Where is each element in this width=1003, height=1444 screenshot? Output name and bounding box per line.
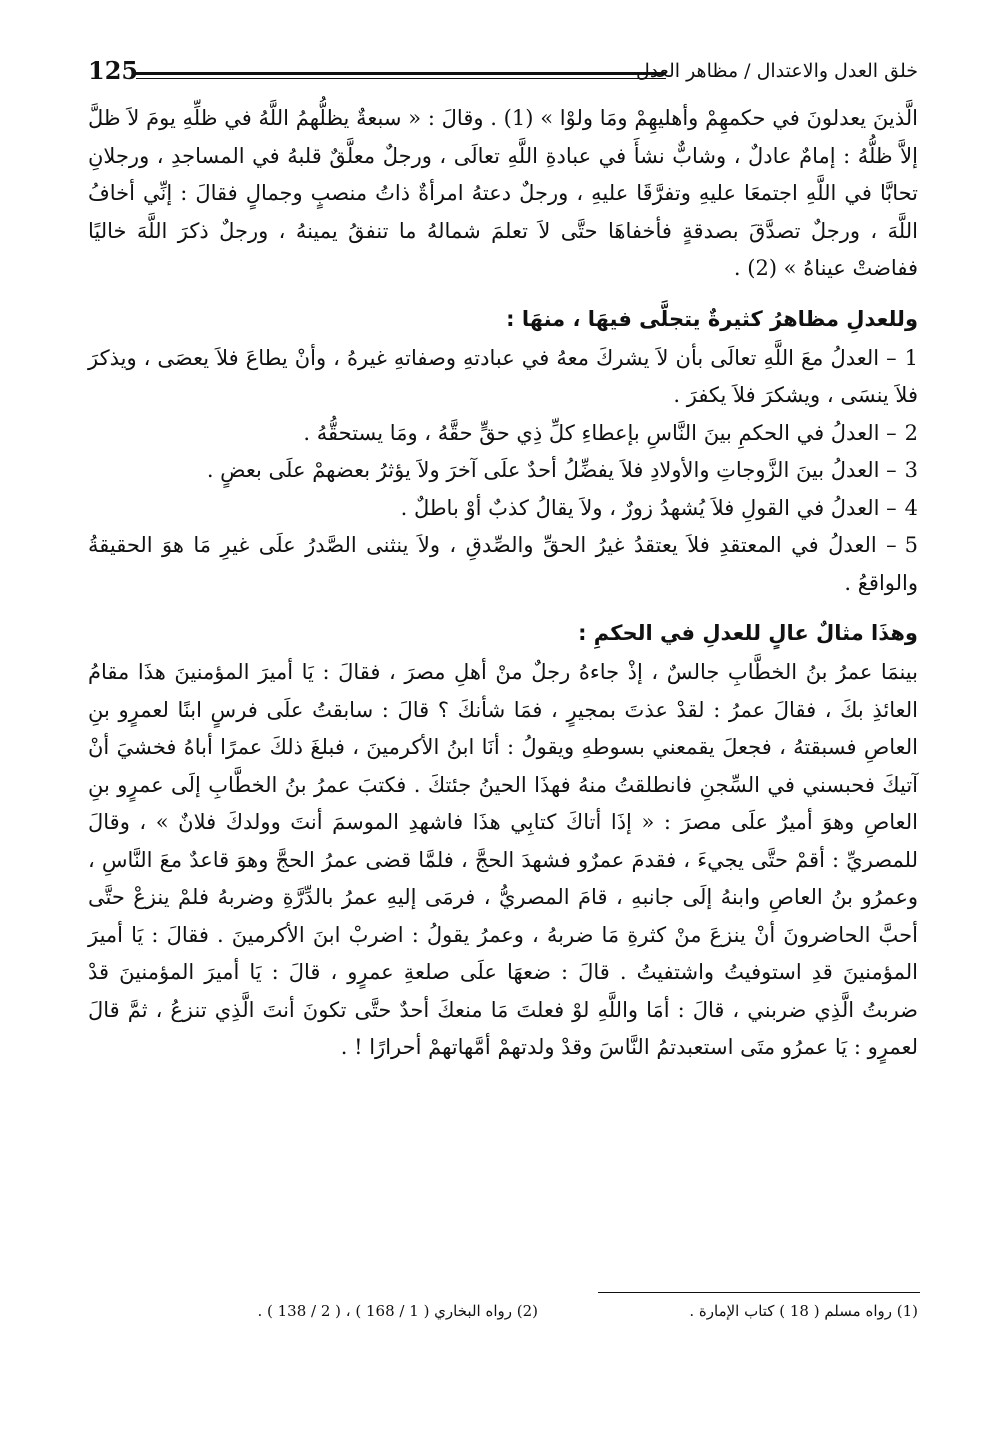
story-paragraph: بينمَا عمرُ بنُ الخطَّابِ جالسٌ ، إذْ جاءهُ رجلٌ منْ أهلِ مصرَ ، فقالَ : يَا أميرَ المؤمنينَ هذَا مقامُ العائذِ بكَ ، فقالَ عمرُ : لقدْ عذتَ بمجيرٍ ، فمَا شأنكَ ؟ قالَ : سابقتُ علَى فرسٍ ابنًا لعمرٍو بنِ العاصِ فسبقتهُ ، فجعلَ يقمعني بسوطهِ ويقولُ : أنَا ابنُ الأكرمينَ ، فبلغَ ذلكَ عمرًا أباهُ فخشيَ أنْ آتيكَ فحبسني في السِّجنِ فانطلقتُ منهُ فهذَا الحينُ جئتكَ . فكتبَ عمرُ بنُ الخطَّابِ إلَى عمرٍو بنِ العاصِ وهوَ أميرٌ علَى مصرَ : « إذَا أتاكَ كتابِي هذَا فاشهدِ الموسمَ أنتَ وولدكَ فلانٌ » ، وقالَ للمصريِّ : أقمْ حتَّى يجيءَ ، فقدمَ عمرٌو فشهدَ الحجَّ ، فلمَّا قضى عمرُ الحجَّ وهوَ قاعدٌ معَ النَّاسِ ، وعمرُو بنُ العاصِ وابنهُ إلَى جانبهِ ، قامَ المصريُّ ، فرمَى إليهِ عمرُ بالدِّرَّةِ وضربهُ فلمْ ينزعْ حتَّى أحبَّ الحاضرونَ أنْ ينزعَ منْ كثرةِ مَا ضربهُ ، وعمرُ يقولُ : اضربْ ابنَ الأكرمينَ . فقالَ : يَا أميرَ المؤمنينَ قدِ استوفيتُ واشتفيتُ . قالَ : ضعهَا علَى صلعةِ عمرٍو ، قالَ : يَا أميرَ المؤمنينَ قدْ ضربتُ الَّذِي ضربني ، قالَ : أمَا واللَّهِ لوْ فعلتَ مَا منعكَ أحدٌ حتَّى تكونَ أنتَ الَّذِي تنزعُ ، ثمَّ قالَ لعمرٍو : يَا عمرُو متَى استعبدتمُ النَّاسَ وقدْ ولدتهمْ أمَّهاتهمْ أحرارًا ! . [88,660,918,1059]
footnote-rule [598,1292,920,1293]
list-item [88,527,918,602]
footnote-2: (2) رواه البخاري ( 1 / 168 ) ، ( 2 / 138 ) . [257,1302,538,1320]
footnotes [88,1302,918,1332]
list-item [88,340,918,415]
list-item-text: – العدلُ بينَ الزَّوجاتِ والأولادِ فلاَ يفضِّلُ أحدٌ علَى آخرَ ولاَ يؤثرُ بعضهمْ علَى بعضٍ . [206,458,897,482]
footnote-1: (1) رواه مسلم ( 18 ) كتاب الإمارة . [689,1302,918,1320]
section-heading-manifestations: وللعدلِ مظاهرُ كثيرةٌ يتجلَّى فيهَا ، منهَا : [506,306,918,331]
body-text [88,100,918,1067]
intro-paragraph: الَّذينَ يعدلونَ في حكمهِمْ وأهليهِمْ ومَا ولوْا » (1) . وقالَ : « سبعةٌ يظلُّهمُ اللَّهُ في ظلِّهِ يومَ لاَ ظلَّ إلاَّ ظلُّهُ : إمامٌ عادلٌ ، وشابٌّ نشأَ في عبادةِ اللَّهِ تعالَى ، ورجلٌ معلَّقٌ قلبهُ في المساجدِ ، ورجلانِ تحابَّا في اللَّهِ اجتمعَا عليهِ وتفرَّقَا عليهِ ، ورجلٌ دعتهُ امرأةٌ ذاتُ منصبٍ وجمالٍ فقالَ : إنِّي أخافُ اللَّهَ ، ورجلٌ تصدَّقَ بصدقةٍ فأخفاهَا حتَّى لاَ تعلمَ شمالهُ ما تنفقُ يمينهُ ، ورجلٌ ذكرَ اللَّهَ خاليًا ففاضتْ عيناهُ » (2) . [88,106,918,280]
header-rule [136,72,666,79]
page-header [88,52,918,92]
list-item [88,490,918,528]
running-title: خلق العدل والاعتدال / مظاهر العدل [636,60,918,82]
page-number: 125 [88,56,139,85]
list-item-number: 2 [904,420,918,445]
list-item-number: 3 [904,458,918,482]
list-item-number: 5 [904,533,918,557]
list-item-text: – العدلُ في الحكمِ بينَ النَّاسِ بإعطاءِ كلِّ ذِي حقٍّ حقَّهُ ، ومَا يستحقُّهُ . [303,420,897,445]
list-item-text: – العدلُ في القولِ فلاَ يُشهدُ زورٌ ، ولاَ يقالُ كذبٌ أوْ باطلٌ . [400,495,897,520]
list-item-number: 4 [904,495,918,520]
list-item-text: – العدلُ معَ اللَّهِ تعالَى بأن لاَ يشركَ معهُ في عبادتهِ وصفاتهِ غيرهُ ، وأنْ يطاعَ فلاَ يعصَى ، ويذكرَ فلاَ ينسَى ، ويشكرَ فلاَ يكفرَ . [88,345,918,407]
list-item-number: 1 [904,345,918,370]
list-item [88,452,918,490]
list-item [88,415,918,453]
list-item-text: – العدلُ في المعتقدِ فلاَ يعتقدُ غيرُ الحقِّ والصِّدقِ ، ولاَ ينثنى الصَّدرُ علَى غيرِ مَا هوَ الحقيقةُ والواقعُ . [88,533,918,595]
section-heading-example: وهذَا مثالٌ عالٍ للعدلِ في الحكمِ : [578,621,918,645]
